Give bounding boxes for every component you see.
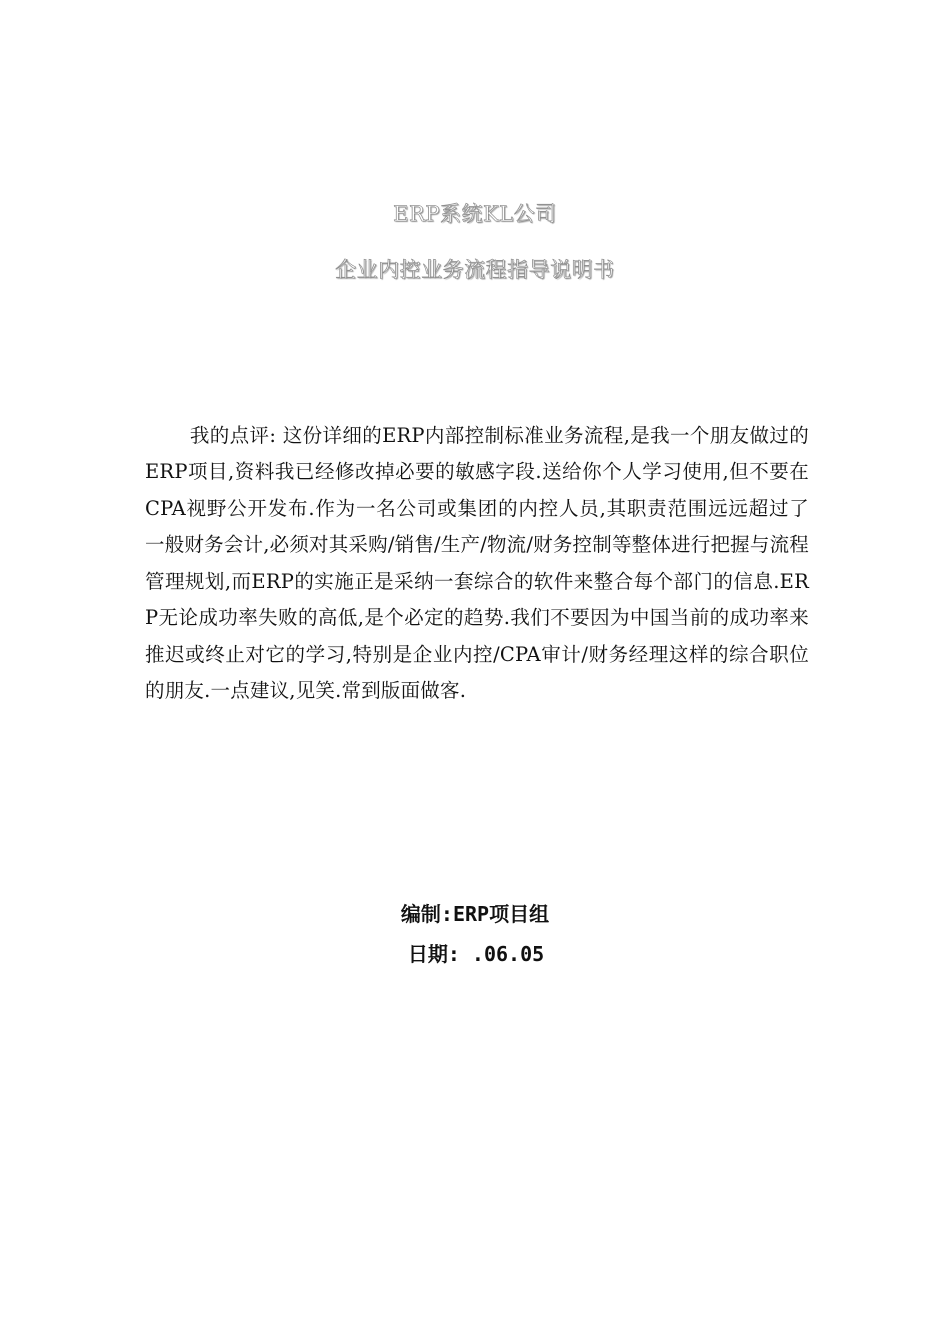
document-title-manual: 企业内控业务流程指导说明书 <box>335 258 615 282</box>
document-title-company: ERP系统KL公司 <box>393 202 557 226</box>
compiled-by-label: 编制:ERP项目组 <box>400 902 550 926</box>
signature-block <box>0 894 950 974</box>
document-title-block <box>0 200 950 284</box>
reviewer-comment-paragraph: 我的点评: 这份详细的ERP内部控制标准业务流程,是我一个朋友做过的ERP项目,资料我已经修改掉必要的敏感字段.送给你个人学习使用,但不要在CPA视野公开发布.作为一名公司或集团的内控人员,其职责范围远远超过了一般财务会计,必须对其采购/销售/生产/物流/财务控制等整体进行把握与流程管理规划,而ERP的实施正是采纳一套综合的软件来整合每个部门的信息.ERP无论成功率失败的高低,是个必定的趋势.我们不要因为中国当前的成功率来推迟或终止对它的学习,特别是企业内控/CPA审计/财务经理这样的综合职位的朋友.一点建议,见笑.常到版面做客. <box>145 423 809 702</box>
document-date: 日期: .06.05 <box>407 942 545 966</box>
